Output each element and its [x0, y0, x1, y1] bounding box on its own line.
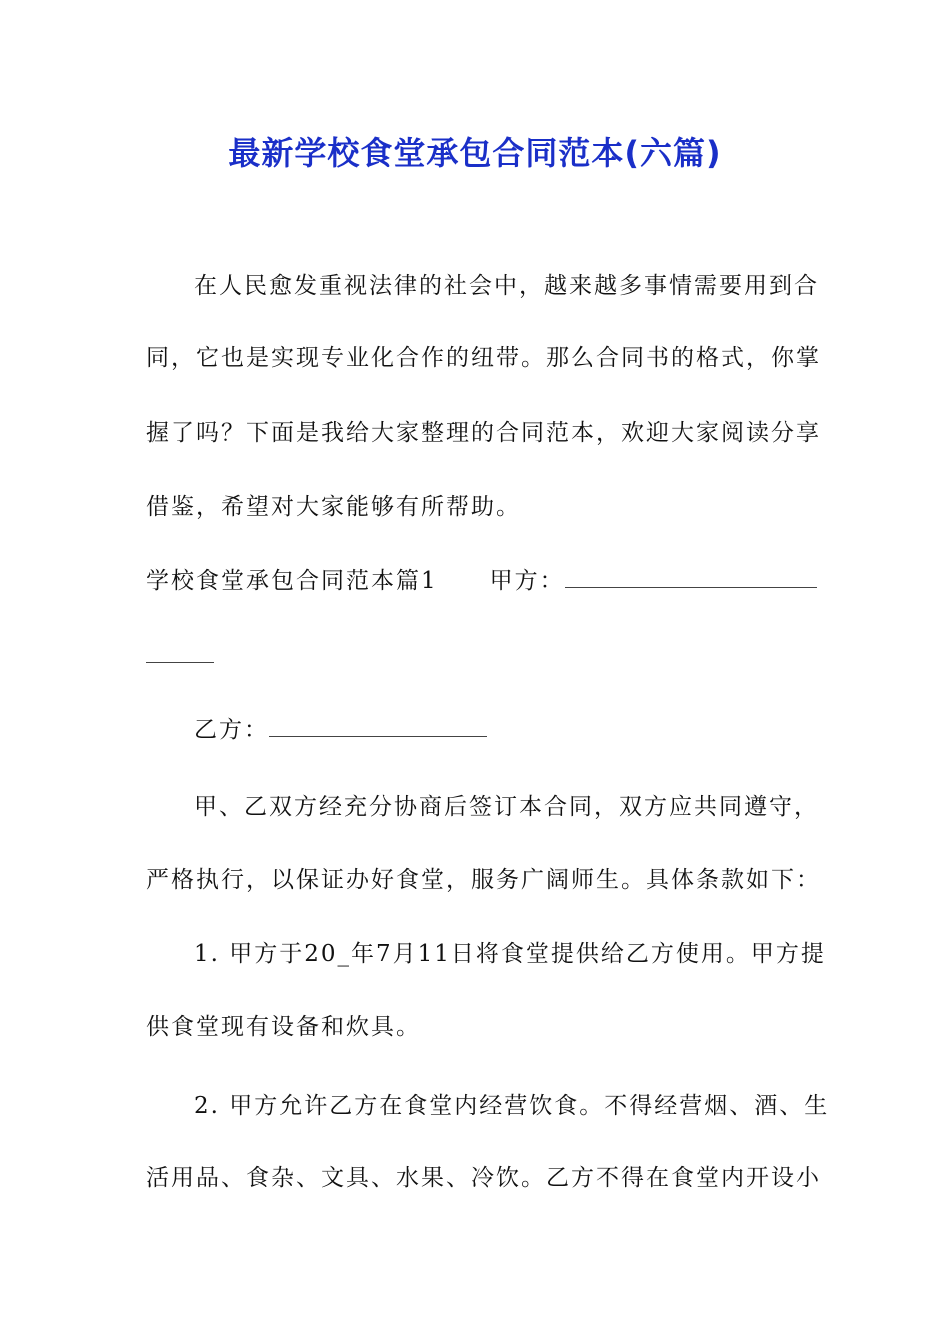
clause-1-line-1: 1. 甲方于20_年7月11日将食堂提供给乙方使用。甲方提: [194, 941, 826, 967]
document-title: 最新学校食堂承包合同范本(六篇): [228, 134, 722, 172]
section-heading: 学校食堂承包合同范本篇1: [146, 568, 438, 594]
party-b-blank: [269, 714, 487, 737]
intro-line-2: 同，它也是实现专业化合作的纽带。那么合同书的格式，你掌: [146, 345, 821, 371]
intro-line-4: 借鉴，希望对大家能够有所帮助。: [146, 494, 521, 520]
party-b-row: [194, 714, 806, 746]
clause-2-line-2: 活用品、食杂、文具、水果、冷饮。乙方不得在食堂内开设小: [146, 1165, 821, 1191]
clause-2-line-1: 2. 甲方允许乙方在食堂内经营饮食。不得经营烟、酒、生: [194, 1093, 830, 1119]
party-a-blank-continued-row: [146, 640, 806, 672]
clause-1-line-2: 供食堂现有设备和炊具。: [146, 1014, 421, 1040]
agreement-line-1: 甲、乙双方经充分协商后签订本合同，双方应共同遵守，: [194, 794, 819, 820]
party-b-label: 乙方：: [194, 717, 269, 743]
agreement-line-2: 严格执行，以保证办好食堂，服务广阔师生。具体条款如下：: [146, 867, 821, 893]
party-a-blank: [565, 565, 817, 588]
intro-line-3: 握了吗？下面是我给大家整理的合同范本，欢迎大家阅读分享: [146, 420, 821, 446]
section-heading-row: [146, 565, 806, 597]
intro-line-1: 在人民愈发重视法律的社会中，越来越多事情需要用到合: [194, 273, 819, 299]
party-a-blank-continued: [146, 640, 214, 663]
party-a-label: 甲方：: [489, 568, 565, 594]
